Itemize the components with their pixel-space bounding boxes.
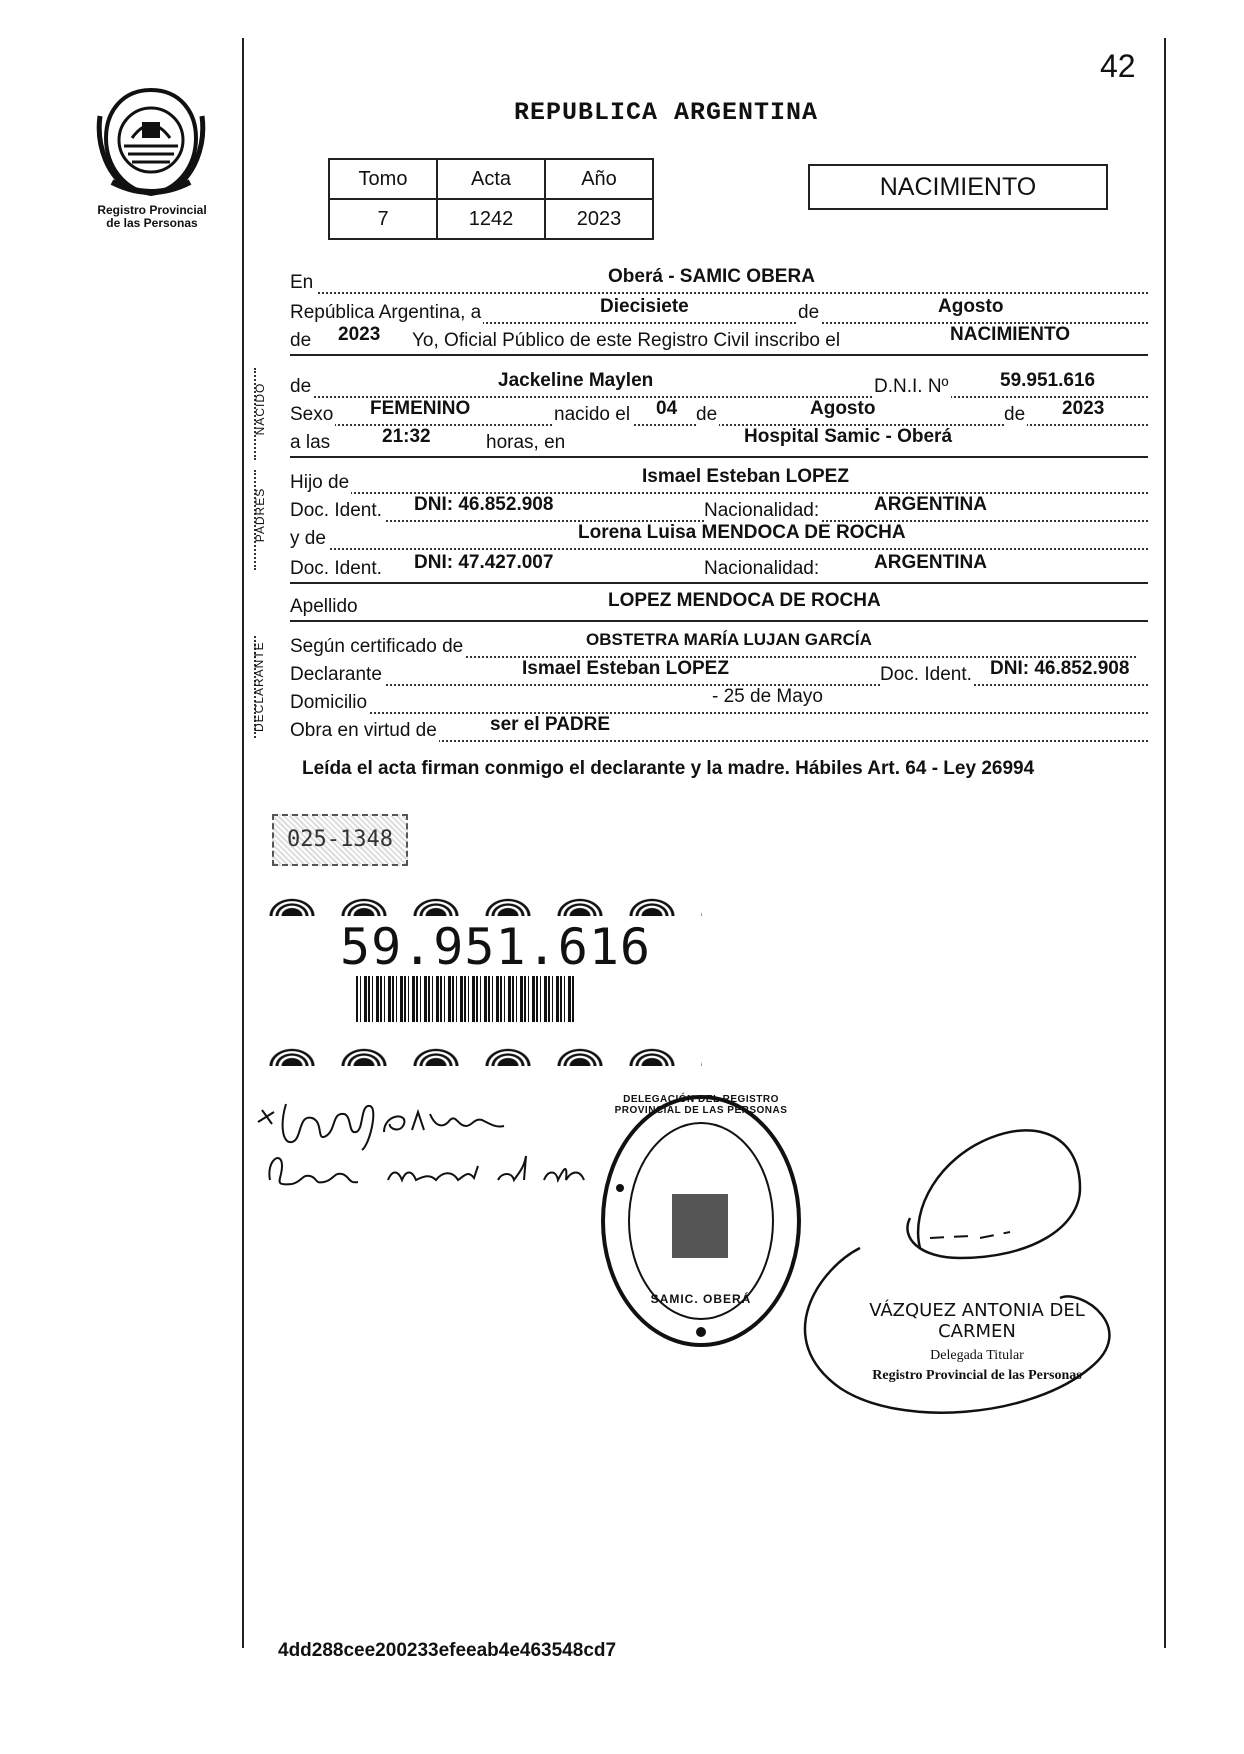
page-title: REPUBLICA ARGENTINA: [514, 98, 819, 127]
yo-label: Yo, Oficial Público de este Registro Civil inscribo el: [412, 330, 841, 351]
form-row-hora: [290, 426, 1150, 458]
nacionalidad-label: Nacionalidad:: [704, 500, 820, 521]
logo-caption-line-2: de las Personas: [106, 216, 198, 230]
domicilio-value: - 25 de Mayo: [712, 686, 823, 707]
doc2-label: Doc. Ident.: [290, 558, 382, 579]
logo-caption-line-1: Registro Provincial: [97, 203, 207, 217]
registry-seal-icon: [596, 1088, 806, 1354]
obra-value: ser el PADRE: [490, 714, 611, 735]
registry-seal: [596, 1088, 806, 1354]
record-table-header-row: [329, 159, 653, 199]
alas-label: a las: [290, 432, 331, 453]
place-value: Hospital Samic - Oberá: [744, 426, 953, 447]
birth-year-value: 2023: [1062, 398, 1105, 419]
en-label: En: [290, 272, 314, 293]
side-label-padres: PADRES: [253, 487, 267, 543]
underline: [290, 620, 1148, 622]
cert-value: OBSTETRA MARÍA LUJAN GARCÍA: [586, 630, 872, 649]
record-type-box: NACIMIENTO: [808, 164, 1108, 210]
form-row-apellido: [290, 590, 1150, 622]
province-seal-icon: [92, 86, 210, 198]
record-table-header-ano: Año: [545, 159, 653, 199]
official-org: Registro Provincial de las Personas: [872, 1368, 1082, 1383]
form-row-mother-doc: [290, 552, 1150, 584]
page-number: 42: [1100, 48, 1136, 84]
barcode: [356, 976, 576, 1022]
apellido-value: LOPEZ MENDOCA DE ROCHA: [608, 590, 881, 611]
province-seal-logo: [92, 86, 210, 198]
month-value: Agosto: [938, 296, 1004, 317]
de4-label: de: [696, 404, 718, 425]
record-table-header-acta: Acta: [437, 159, 545, 199]
id-number: 59.951.616: [340, 918, 652, 976]
sexo-value: FEMENINO: [370, 398, 471, 419]
republica-label: República Argentina, a: [290, 302, 482, 323]
side-label-nacido: NACIDO: [253, 382, 267, 436]
mother-nat-value: ARGENTINA: [874, 552, 987, 573]
horas-label: horas, en: [486, 432, 566, 453]
nacido-el-label: nacido el: [554, 404, 631, 425]
form-row-domicilio: [290, 686, 1150, 718]
name-value: Jackeline Maylen: [498, 370, 654, 391]
registry-seal-inner-text: SAMIC. OBERÁ: [650, 1292, 752, 1306]
nacionalidad2-label: Nacionalidad:: [704, 558, 820, 579]
de3-label: de: [290, 376, 312, 397]
dotted-line: [318, 292, 1148, 294]
document-hash: 4dd288cee200233efeeab4e463548cd7: [278, 1640, 617, 1661]
record-table-value-acta: 1242: [437, 199, 545, 239]
domicilio-label: Domicilio: [290, 692, 368, 713]
small-stamp: [272, 814, 408, 866]
inscribo-value: NACIMIENTO: [950, 324, 1070, 345]
mother-doc-value: DNI: 47.427.007: [414, 552, 554, 573]
form-row-mother: [290, 522, 1150, 554]
form-row-en: [290, 266, 1150, 298]
underline: [290, 354, 1148, 356]
en-value: Oberá - SAMIC OBERA: [608, 266, 815, 287]
record-table-value-ano: 2023: [545, 199, 653, 239]
logo-caption: [72, 204, 232, 230]
declarante-label: Declarante: [290, 664, 382, 685]
record-table: [328, 158, 654, 240]
hijo-label: Hijo de: [290, 472, 350, 493]
left-margin-line: [242, 38, 244, 1648]
mother-value: Lorena Luisa MENDOCA DE ROCHA: [578, 522, 906, 543]
doc-label: Doc. Ident.: [290, 500, 382, 521]
birth-day-value: 04: [656, 398, 678, 419]
dni-value: 59.951.616: [1000, 370, 1096, 391]
declarante-value: Ismael Esteban LOPEZ: [522, 658, 729, 679]
year-value: 2023: [338, 324, 381, 345]
father-nat-value: ARGENTINA: [874, 494, 987, 515]
yde-label: y de: [290, 528, 326, 549]
underline: [290, 456, 1148, 458]
time-value: 21:32: [382, 426, 431, 447]
father-doc-value: DNI: 46.852.908: [414, 494, 554, 515]
small-stamp-text: 025-1348: [287, 827, 393, 852]
de-label: de: [798, 302, 820, 323]
birth-month-value: Agosto: [810, 398, 876, 419]
mother-signature: [262, 1140, 592, 1196]
form-row-year: [290, 324, 1150, 356]
de2-label: de: [290, 330, 312, 351]
form-row-obra: [290, 714, 1150, 746]
record-table-value-tomo: 7: [329, 199, 437, 239]
cert-label: Según certificado de: [290, 636, 464, 657]
day-value: Diecisiete: [600, 296, 689, 317]
official-block: [842, 1300, 1112, 1384]
obra-label: Obra en virtud de: [290, 720, 437, 741]
record-table-value-row: [329, 199, 653, 239]
de5-label: de: [1004, 404, 1026, 425]
father-value: Ismael Esteban LOPEZ: [642, 466, 849, 487]
official-role: Delegada Titular: [930, 1348, 1024, 1363]
declarante-doc-value: DNI: 46.852.908: [990, 658, 1130, 679]
record-table-header-tomo: Tomo: [329, 159, 437, 199]
registry-seal-outer-text: DELEGACIÓN DEL REGISTRO PROVINCIAL DE LAS PERSONAS: [614, 1094, 788, 1116]
official-name: VÁZQUEZ ANTONIA DEL CARMEN: [869, 1300, 1085, 1342]
security-pattern-bottom: [262, 1034, 702, 1066]
doc3-label: Doc. Ident.: [880, 664, 972, 685]
closing-text: Leída el acta firman conmigo el declarante y la madre. Hábiles Art. 64 - Ley 26994: [302, 758, 1035, 779]
underline: [290, 582, 1148, 584]
apellido-label: Apellido: [290, 596, 358, 617]
dotted-line: [290, 548, 1148, 550]
sexo-label: Sexo: [290, 404, 334, 425]
dni-label: D.N.I. Nº: [874, 376, 949, 397]
side-label-declarante: DECLARANTE: [252, 641, 266, 732]
security-pattern-top: [262, 884, 702, 916]
dotted-line: [290, 712, 1148, 714]
